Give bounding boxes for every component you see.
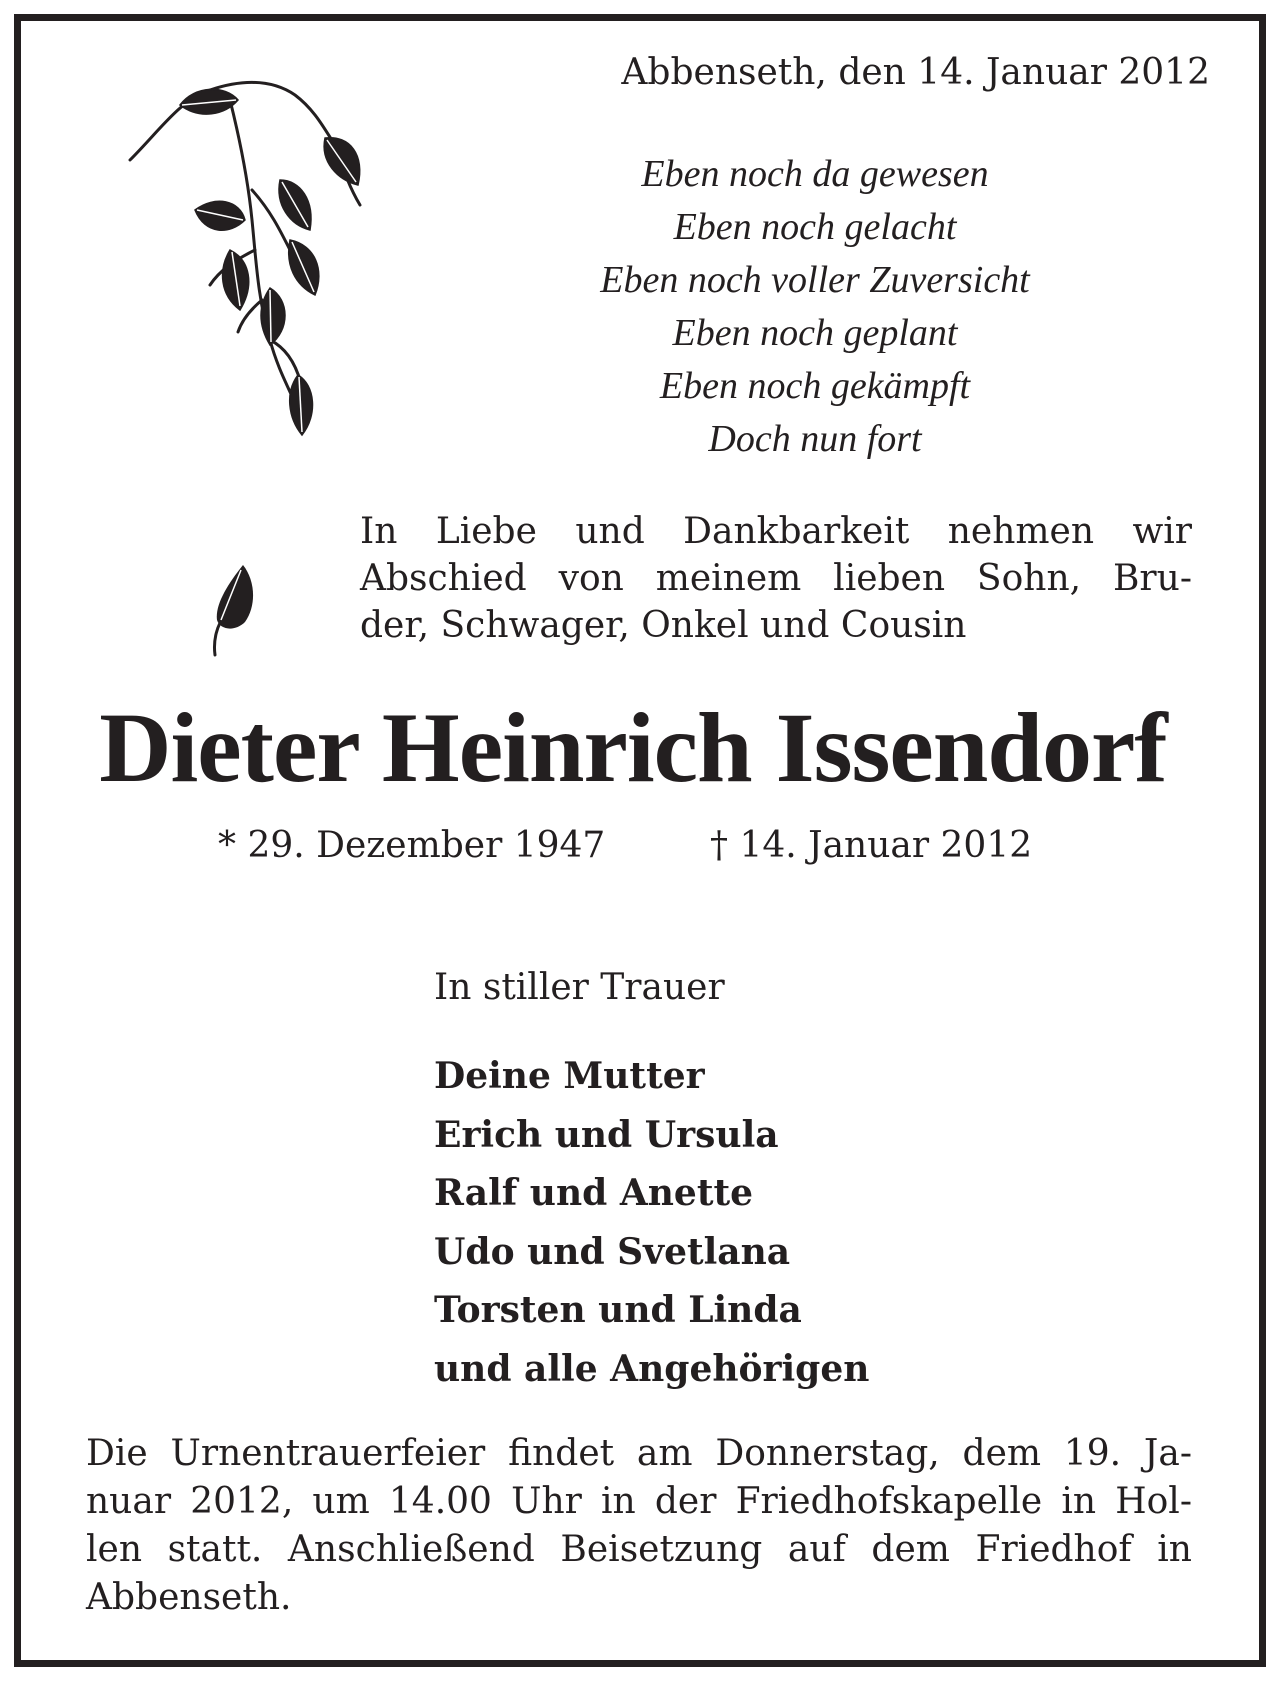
death-date: † 14. Januar 2012: [710, 825, 1033, 866]
intro-text: [360, 508, 1192, 649]
service-line: Abbenseth.: [86, 1577, 292, 1618]
family-list: [434, 1047, 869, 1398]
family-member: Udo und Svetlana: [434, 1230, 791, 1273]
service-line: Die Urnentrauerfeier findet am Donnerstag, dem 19. Ja-: [86, 1433, 1192, 1474]
poem-line: Doch nun fort: [708, 418, 922, 460]
poem-line: Eben noch da gewesen: [641, 153, 989, 195]
service-line: len statt. Anschließend Beisetzung auf dem Friedhof in: [86, 1529, 1192, 1570]
intro-line: Abschied von meinem lieben Sohn, Bru-: [360, 558, 1192, 599]
poem-line: Eben noch geplant: [672, 312, 958, 354]
family-member: Deine Mutter: [434, 1055, 705, 1097]
falling-leaf-icon: [205, 560, 265, 660]
intro-line: In Liebe und Dankbarkeit nehmen wir: [360, 511, 1192, 552]
family-member: und alle Angehörigen: [434, 1347, 870, 1390]
family-member: Erich und Ursula: [434, 1113, 779, 1156]
birch-branch-icon: [120, 70, 390, 460]
poem-line: Eben noch gelacht: [673, 206, 957, 248]
service-line: nuar 2012, um 14.00 Uhr in der Friedhofskapelle in Hol-: [86, 1481, 1192, 1522]
service-notice: [86, 1430, 1192, 1622]
place-date: Abbenseth, den 14. Januar 2012: [621, 52, 1210, 93]
mourning-heading: In stiller Trauer: [434, 967, 725, 1008]
poem: [560, 148, 1070, 466]
intro-line: der, Schwager, Onkel und Cousin: [360, 605, 967, 646]
family-member: Ralf und Anette: [434, 1172, 753, 1214]
poem-line: Eben noch voller Zuversicht: [600, 259, 1030, 301]
poem-line: Eben noch gekämpft: [659, 365, 971, 407]
birth-date: * 29. Dezember 1947: [218, 825, 606, 866]
family-member: Torsten und Linda: [434, 1289, 802, 1331]
deceased-name: Dieter Heinrich Issendorf: [99, 692, 1167, 803]
